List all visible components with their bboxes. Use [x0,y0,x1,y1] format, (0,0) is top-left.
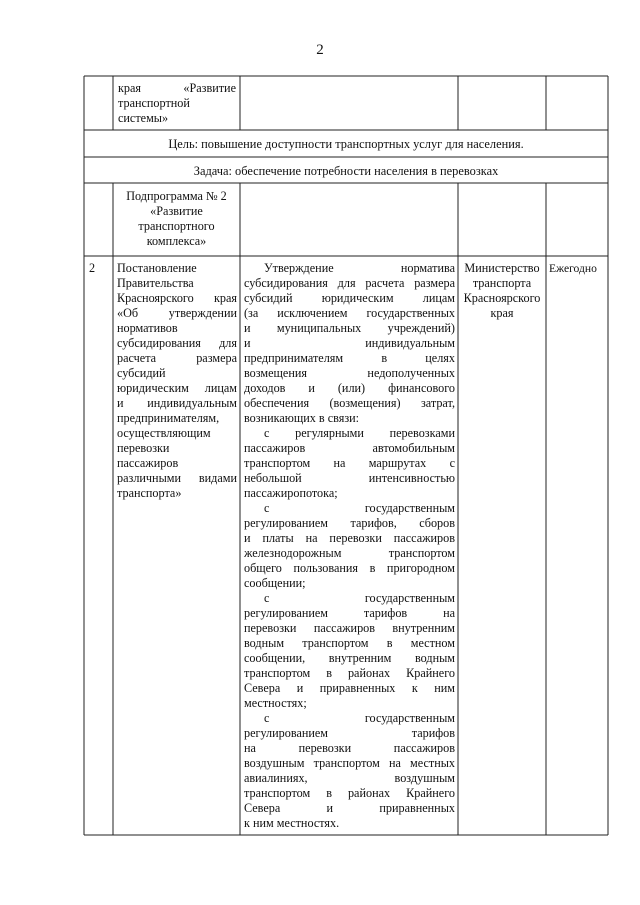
frequency: Ежегодно [549,262,597,275]
task-row: Задача: обеспечение потребности населения в перевозках [193,164,499,178]
top-row-program-name: края «Развитие транспортной системы» [118,81,236,125]
paragraph-rail-transport: с государственным регулированием тарифов, сборов и платы на перевозки пассажиров железнодорожным транспортом общего пользования в пригородном сообщении; [244,501,455,590]
paragraph-intro: Утверждение норматива субсидирования для расчета размера субсидий юридическим лицам (за исключением государственных и муниципальных учреждений) и индивидуальным предпринимателям в целях возмещения недополученных доходов и (или) финансового обеспечения (возмещения) затрат, возникающих в связи: [244,261,455,425]
paragraph-water-transport: с государственным регулированием тарифов на перевозки пассажиров внутренним водным транспортом в местном сообщении, внутренним водным транспортом в районах Крайнего Севера и приравненных к ним местностях; [244,591,455,710]
document-title: Постановление Правительства Красноярского края «Об утверждении нормативов субсидирования для расчета размера субсидий юридическим лицам и индивидуальным предпринимателям, осуществляющим перевозки пассажиров различными видами транспорта» [117,261,237,500]
goal-row: Цель: повышение доступности транспортных услуг для населения. [168,137,524,151]
paragraph-road-transport: с регулярными перевозками пассажиров автомобильным транспортом на маршрутах с небольшой интенсивностью пассажиропотока; [244,426,455,500]
paragraph-air-transport: с государственным регулированием тарифов на перевозки пассажиров воздушным транспортом на местных авиалиниях, воздушным транспортом в районах Крайнего Севера и приравненных к ним местностях. [244,711,455,830]
page-number: 2 [316,42,324,58]
responsible-executor: Министерство транспорта Красноярского края [463,261,541,320]
subprogram-title: Подпрограмма № 2 «Развитие транспортного комплекса» [126,189,227,248]
content-description [244,261,455,831]
item-number: 2 [89,261,96,275]
